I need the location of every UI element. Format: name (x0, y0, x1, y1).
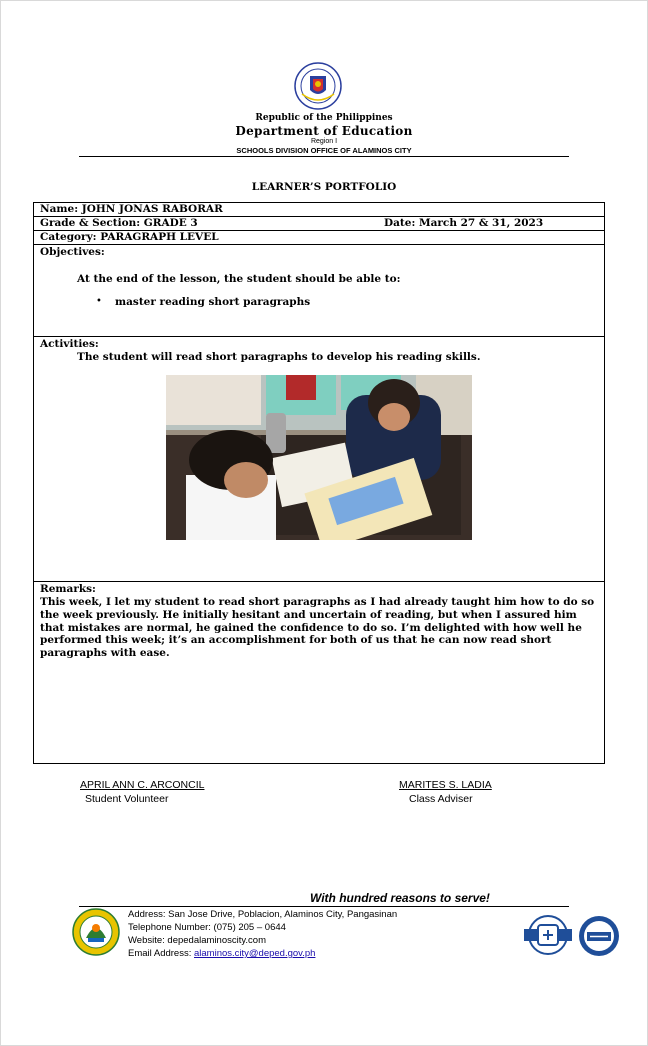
portfolio-title: LEARNER’S PORTFOLIO (251, 181, 397, 193)
footer-website: Website: depedalaminoscity.com (128, 935, 266, 946)
adviser-name: MARITES S. LADIA (399, 779, 492, 791)
objectives-section (34, 245, 604, 337)
activities-label: Activities: (40, 338, 99, 350)
certification-badge-icon (522, 915, 574, 955)
remarks-section (34, 582, 604, 763)
header-divider (79, 156, 569, 157)
objective-item: master reading short paragraphs (115, 296, 311, 308)
volunteer-name: APRIL ANN C. ARCONCIL (80, 779, 205, 791)
objectives-label: Objectives: (40, 246, 105, 258)
motto: With hundred reasons to serve! (310, 891, 490, 905)
grade-row (34, 217, 604, 231)
grade-section: Grade & Section: GRADE 3 (40, 217, 198, 229)
remarks-label: Remarks: (40, 583, 96, 595)
header-division: SCHOOLS DIVISION OFFICE OF ALAMINOS CITY (236, 146, 412, 155)
division-logo-icon (72, 908, 120, 956)
date: Date: March 27 & 31, 2023 (384, 217, 544, 229)
activity-photo (166, 375, 472, 540)
volunteer-role: Student Volunteer (85, 793, 169, 805)
activities-section (34, 337, 604, 582)
footer-telephone: Telephone Number: (075) 205 – 0644 (128, 922, 286, 933)
email-link[interactable]: alaminos.city@deped.gov.ph (194, 948, 316, 959)
adviser-role: Class Adviser (409, 793, 473, 805)
iqnet-certified-badge-icon (578, 915, 620, 957)
remarks-text: This week, I let my student to read short paragraphs as I had already taught him how to do so the week previously. He initially hesitant and uncertain of reading, but when I assured him that mistakes are normal, he gained the confidence to do so. I’m delighted with how well he performed this week; it’s an accomplishment for both of us that he can now read short paragraphs with ease. (40, 596, 595, 660)
footer-divider (79, 906, 569, 907)
header-region: Region I (310, 138, 338, 145)
bullet-icon: • (96, 296, 102, 307)
email-label: Email Address: (128, 948, 194, 959)
objectives-intro: At the end of the lesson, the student should be able to: (77, 273, 401, 285)
name-row (34, 203, 604, 217)
portfolio-table (33, 202, 605, 764)
footer-email-line (128, 948, 315, 959)
activities-text: The student will read short paragraphs to develop his reading skills. (77, 351, 481, 363)
category-row (34, 231, 604, 245)
student-name: Name: JOHN JONAS RABORAR (40, 203, 223, 215)
header-department: Department of Education (235, 124, 413, 138)
deped-seal-icon (294, 62, 342, 110)
footer-address: Address: San Jose Drive, Poblacion, Alaminos City, Pangasinan (128, 909, 398, 920)
header-republic: Republic of the Philippines (255, 113, 393, 123)
category: Category: PARAGRAPH LEVEL (40, 231, 219, 243)
